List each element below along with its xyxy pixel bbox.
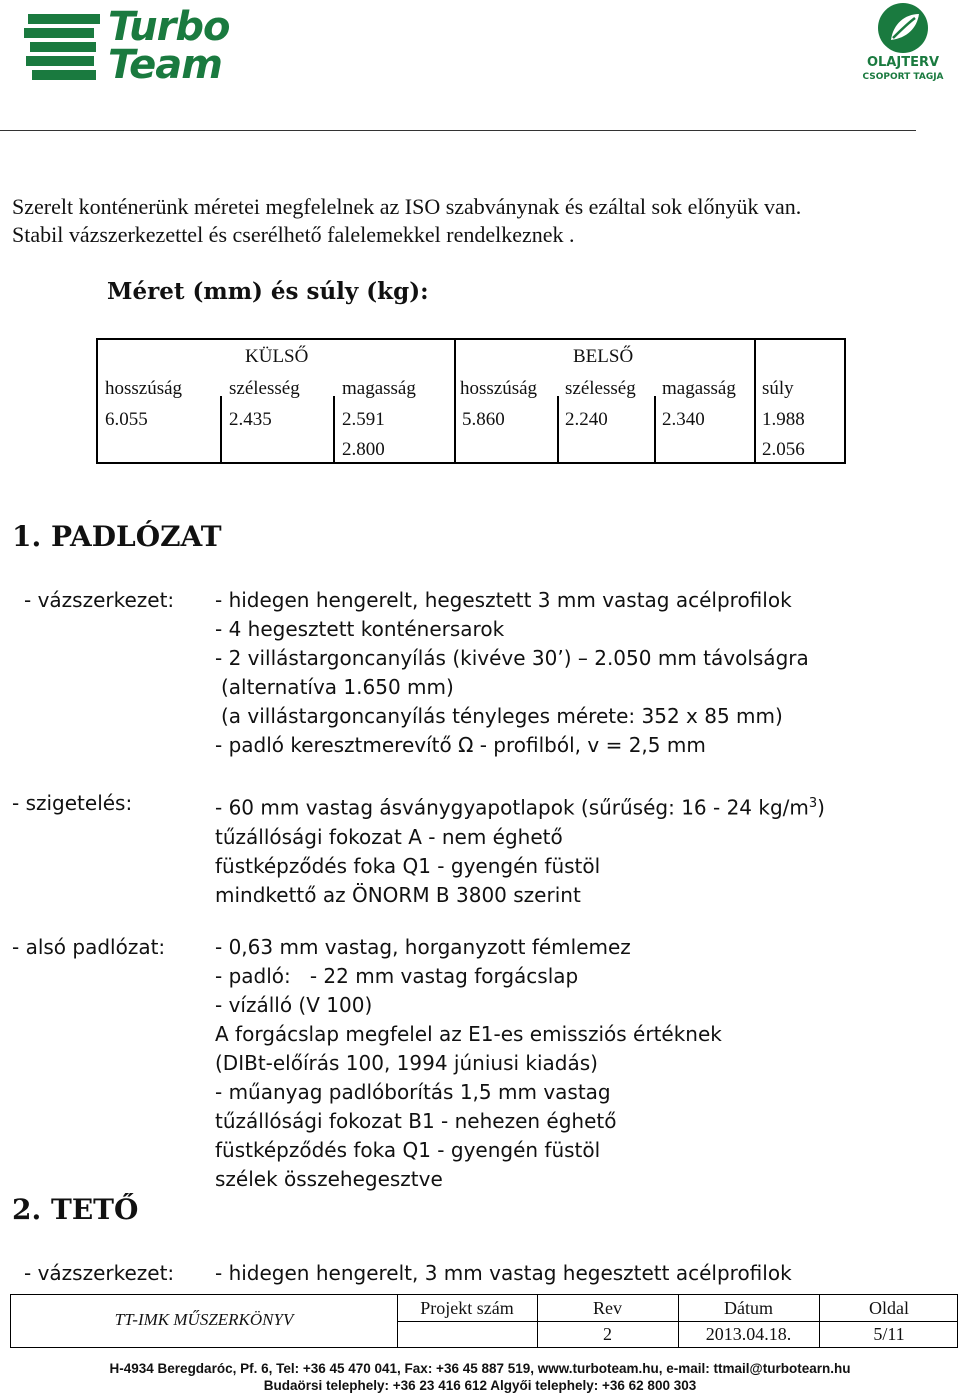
olajterv-subtitle: CSOPORT TAGJA — [862, 72, 944, 82]
col-header: magasság — [342, 378, 416, 399]
col-header: súly — [762, 378, 794, 399]
table-cell: 2.240 — [565, 409, 608, 430]
table-cell: 2.435 — [229, 409, 272, 430]
floor-frame-label: - vázszerkezet: — [24, 588, 175, 612]
insulation-label: - szigetelés: — [12, 791, 133, 815]
col-header: szélesség — [565, 378, 636, 399]
header-divider — [0, 130, 916, 131]
olajterv-name: OLAJTERV — [866, 55, 940, 70]
text-line: - műanyag padlóborítás 1,5 mm vastag — [215, 1080, 611, 1104]
insulation-text: - 60 mm vastag ásványgyapotlapok (sűrűség: 16 - 24 kg/m — [215, 795, 809, 820]
text-line: (alternatíva 1.650 mm) — [221, 675, 454, 699]
text-line: mindkettő az ÖNORM B 3800 szerint — [215, 882, 581, 907]
text-line: (DIBt-előírás 100, 1994 júniusi kiadás) — [215, 1051, 598, 1075]
text-line: - hidegen hengerelt, 3 mm vastag hegesztett acélprofilok — [215, 1261, 792, 1285]
col-header: hosszúság — [105, 378, 183, 399]
roof-frame-label: - vázszerkezet: — [24, 1261, 175, 1285]
value-date: 2013.04.18. — [705, 1324, 792, 1344]
group-header-inner: BELSŐ — [573, 346, 634, 367]
table-cell: 2.591 — [342, 409, 385, 430]
text-line: (a villástargoncanyílás tényleges mérete: 352 x 85 mm) — [221, 704, 783, 728]
text-line: - hidegen hengerelt, hegesztett 3 mm vastag acélprofilok — [215, 588, 792, 612]
leaf-icon — [877, 2, 929, 54]
logo-text-line2: Team — [108, 42, 222, 88]
roof-frame-line — [215, 1259, 792, 1288]
header-date: Dátum — [724, 1298, 773, 1318]
intro-line-2: Stabil vázszerkezettel és cserélhető falelemekkel rendelkeznek . — [12, 222, 575, 247]
table-cell: 2.056 — [762, 439, 805, 460]
table-cell: 2.340 — [662, 409, 705, 430]
col-header: magasság — [662, 378, 736, 399]
footer-address: H-4934 Beregdaróc, Pf. 6, Tel: +36 45 470 041, Fax: +36 45 887 519, www.turboteam.hu, e-mail: ttmail@turbotearn.hu — [109, 1361, 851, 1376]
text-line: - 4 hegesztett konténersarok — [215, 617, 505, 641]
lower-floor-lines — [215, 933, 722, 1194]
logo-text-line1: Turbo — [108, 4, 230, 50]
size-weight-title: Méret (mm) és súly (kg): — [107, 278, 429, 305]
text-line: A forgácslap megfelel az E1-es emissziós értéknek — [215, 1022, 722, 1046]
text-line: füstképződés foka Q1 - gyengén füstöl — [215, 1138, 601, 1162]
value-page: 5/11 — [873, 1324, 905, 1344]
text-line: - padló keresztmerevítő Ω - profilból, v = 2,5 mm — [215, 733, 706, 757]
section-heading-floor: 1. PADLÓZAT — [12, 520, 222, 553]
floor-frame-lines — [215, 586, 809, 760]
insulation-lines — [215, 789, 825, 910]
table-cell: 1.988 — [762, 409, 805, 430]
text-line: - 0,63 mm vastag, horganyzott fémlemez — [215, 935, 631, 959]
text-line: - 2 villástargoncanyílás (kivéve 30’) – 2.050 mm távolságra — [215, 646, 809, 670]
text-line: - padló: - 22 mm vastag forgácslap — [215, 964, 579, 988]
dimensions-table — [96, 338, 846, 464]
text-line: szélek összehegesztve — [215, 1167, 443, 1191]
manual-title: TT-IMK MŰSZERKÖNYV — [114, 1310, 294, 1329]
table-cell: 5.860 — [462, 409, 505, 430]
text-line: tűzállósági fokozat A - nem éghető — [215, 824, 563, 849]
col-header: szélesség — [229, 378, 300, 399]
table-cell: 6.055 — [105, 409, 148, 430]
col-header: hosszúság — [460, 378, 538, 399]
group-header-outer: KÜLSŐ — [245, 346, 309, 367]
turbo-team-logo-icon — [24, 12, 104, 84]
intro-line-1: Szerelt konténerünk méretei megfelelnek az ISO szabványnak és ezáltal sok előnyük van. — [12, 194, 802, 219]
section-heading-roof: 2. TETŐ — [12, 1193, 139, 1226]
text-line — [215, 789, 825, 823]
text-line: füstképződés foka Q1 - gyengén füstöl — [215, 853, 601, 878]
lower-floor-label: - alsó padlózat: — [12, 935, 166, 959]
text-line: tűzállósági fokozat B1 - nehezen éghető — [215, 1109, 617, 1133]
superscript-3: 3 — [808, 796, 818, 811]
closing-paren: ) — [817, 795, 825, 820]
table-cell: 2.800 — [342, 439, 385, 460]
header-rev: Rev — [593, 1298, 622, 1318]
header-project-number: Projekt szám — [420, 1298, 514, 1318]
footer-sites: Budaörsi telephely: +36 23 416 612 Algyői telephely: +36 62 800 303 — [263, 1378, 697, 1393]
value-rev: 2 — [603, 1324, 612, 1344]
text-line: - vízálló (V 100) — [215, 993, 373, 1017]
header-page: Oldal — [869, 1298, 909, 1318]
footer-info-table — [10, 1294, 958, 1348]
